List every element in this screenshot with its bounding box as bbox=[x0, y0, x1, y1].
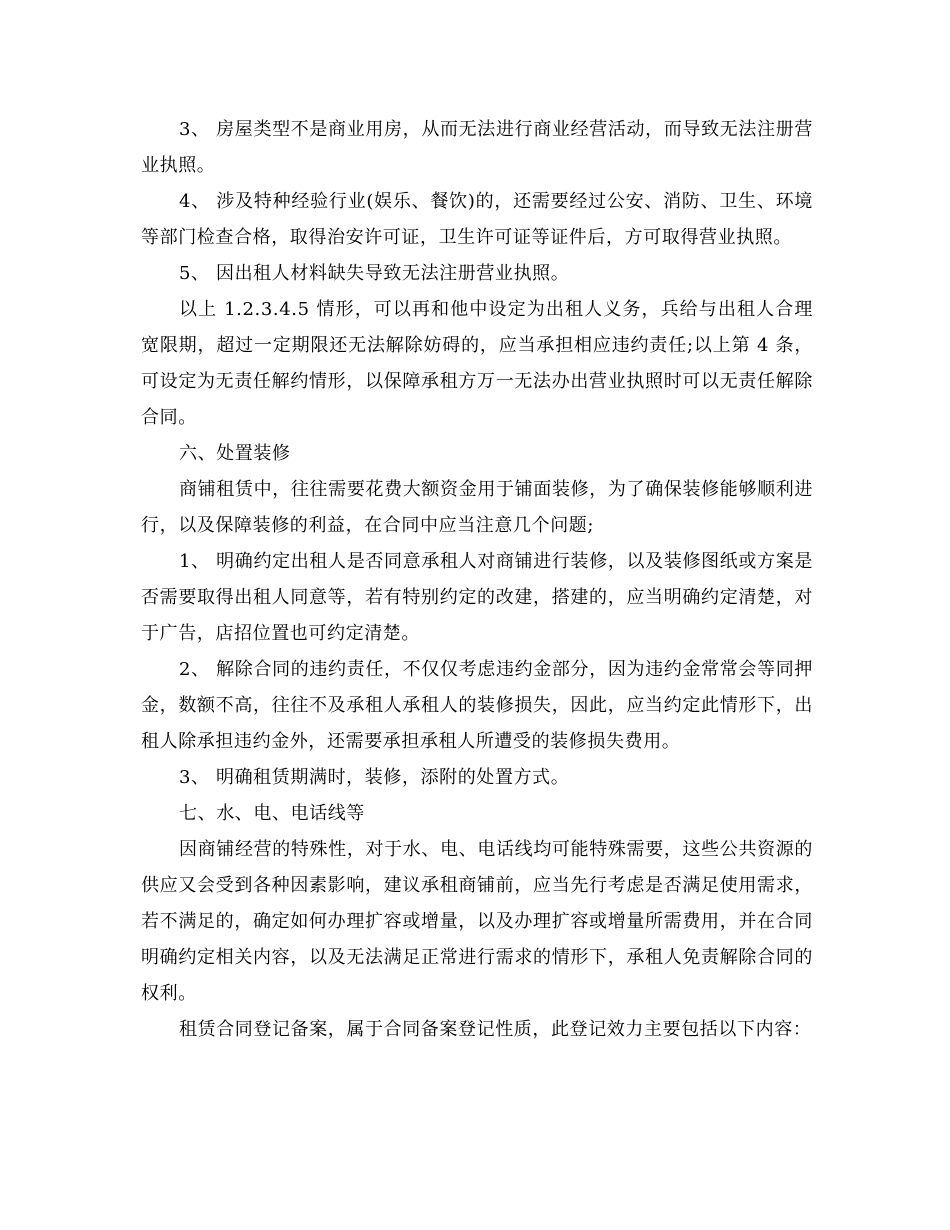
section-heading-renovation: 六、处置装修 bbox=[179, 443, 291, 464]
paragraph-registration: 租赁合同登记备案，属于合同备案登记性质，此登记效力主要包括以下内容： bbox=[179, 1019, 812, 1040]
paragraph-item-5-missing-materials: 5、 因出租人材料缺失导致无法注册营业执照。 bbox=[179, 263, 570, 284]
paragraph-renovation-item-2: 2、 解除合同的违约责任，不仅仅考虑违约金部分，因为违约金常常会等同押金，数额不高，往往不及承租人承租人的装修损失，因此，应当约定此情形下，出租人除承担违约金外，还需要承担承租人所遭受的装修损失费用。 bbox=[141, 659, 813, 752]
paragraph-renovation-item-1: 1、 明确约定出租人是否同意承租人对商铺进行装修，以及装修图纸或方案是否需要取得出租人同意等，若有特别约定的改建，搭建的，应当明确约定清楚，对于广告，店招位置也可约定清楚。 bbox=[141, 551, 813, 644]
paragraph-item-4-special-industry: 4、 涉及特种经验行业(娱乐、餐饮)的，还需要经过公安、消防、卫生、环境等部门检查合格，取得治安许可证，卫生许可证等证件后，方可取得营业执照。 bbox=[141, 191, 813, 248]
paragraph-item-3-commercial-use: 3、 房屋类型不是商业用房，从而无法进行商业经营活动，而导致无法注册营业执照。 bbox=[141, 119, 813, 176]
paragraph-summary-obligations: 以上 1.2.3.4.5 情形，可以再和他中设定为出租人义务，兵给与出租人合理宽限期，超过一定期限还无法解除妨碍的，应当承担相应违约责任;以上第 4 条，可设定为无责任解约情形，以保障承租方万一无法办出营业执照时可以无责任解除合同。 bbox=[141, 299, 813, 428]
document-body bbox=[141, 112, 813, 1048]
paragraph-renovation-item-3: 3、 明确租赁期满时，装修，添附的处置方式。 bbox=[179, 767, 570, 788]
paragraph-utilities: 因商铺经营的特殊性，对于水、电、电话线均可能特殊需要，这些公共资源的供应又会受到各种因素影响，建议承租商铺前，应当先行考虑是否满足使用需求，若不满足的，确定如何办理扩容或增量，以及办理扩容或增量所需费用，并在合同明确约定相关内容，以及无法满足正常进行需求的情形下，承租人免责解除合同的权利。 bbox=[141, 839, 813, 1004]
paragraph-renovation-intro: 商铺租赁中，往往需要花费大额资金用于铺面装修，为了确保装修能够顺利进行，以及保障装修的利益，在合同中应当注意几个问题; bbox=[141, 479, 813, 536]
section-heading-utilities: 七、水、电、电话线等 bbox=[179, 803, 365, 824]
